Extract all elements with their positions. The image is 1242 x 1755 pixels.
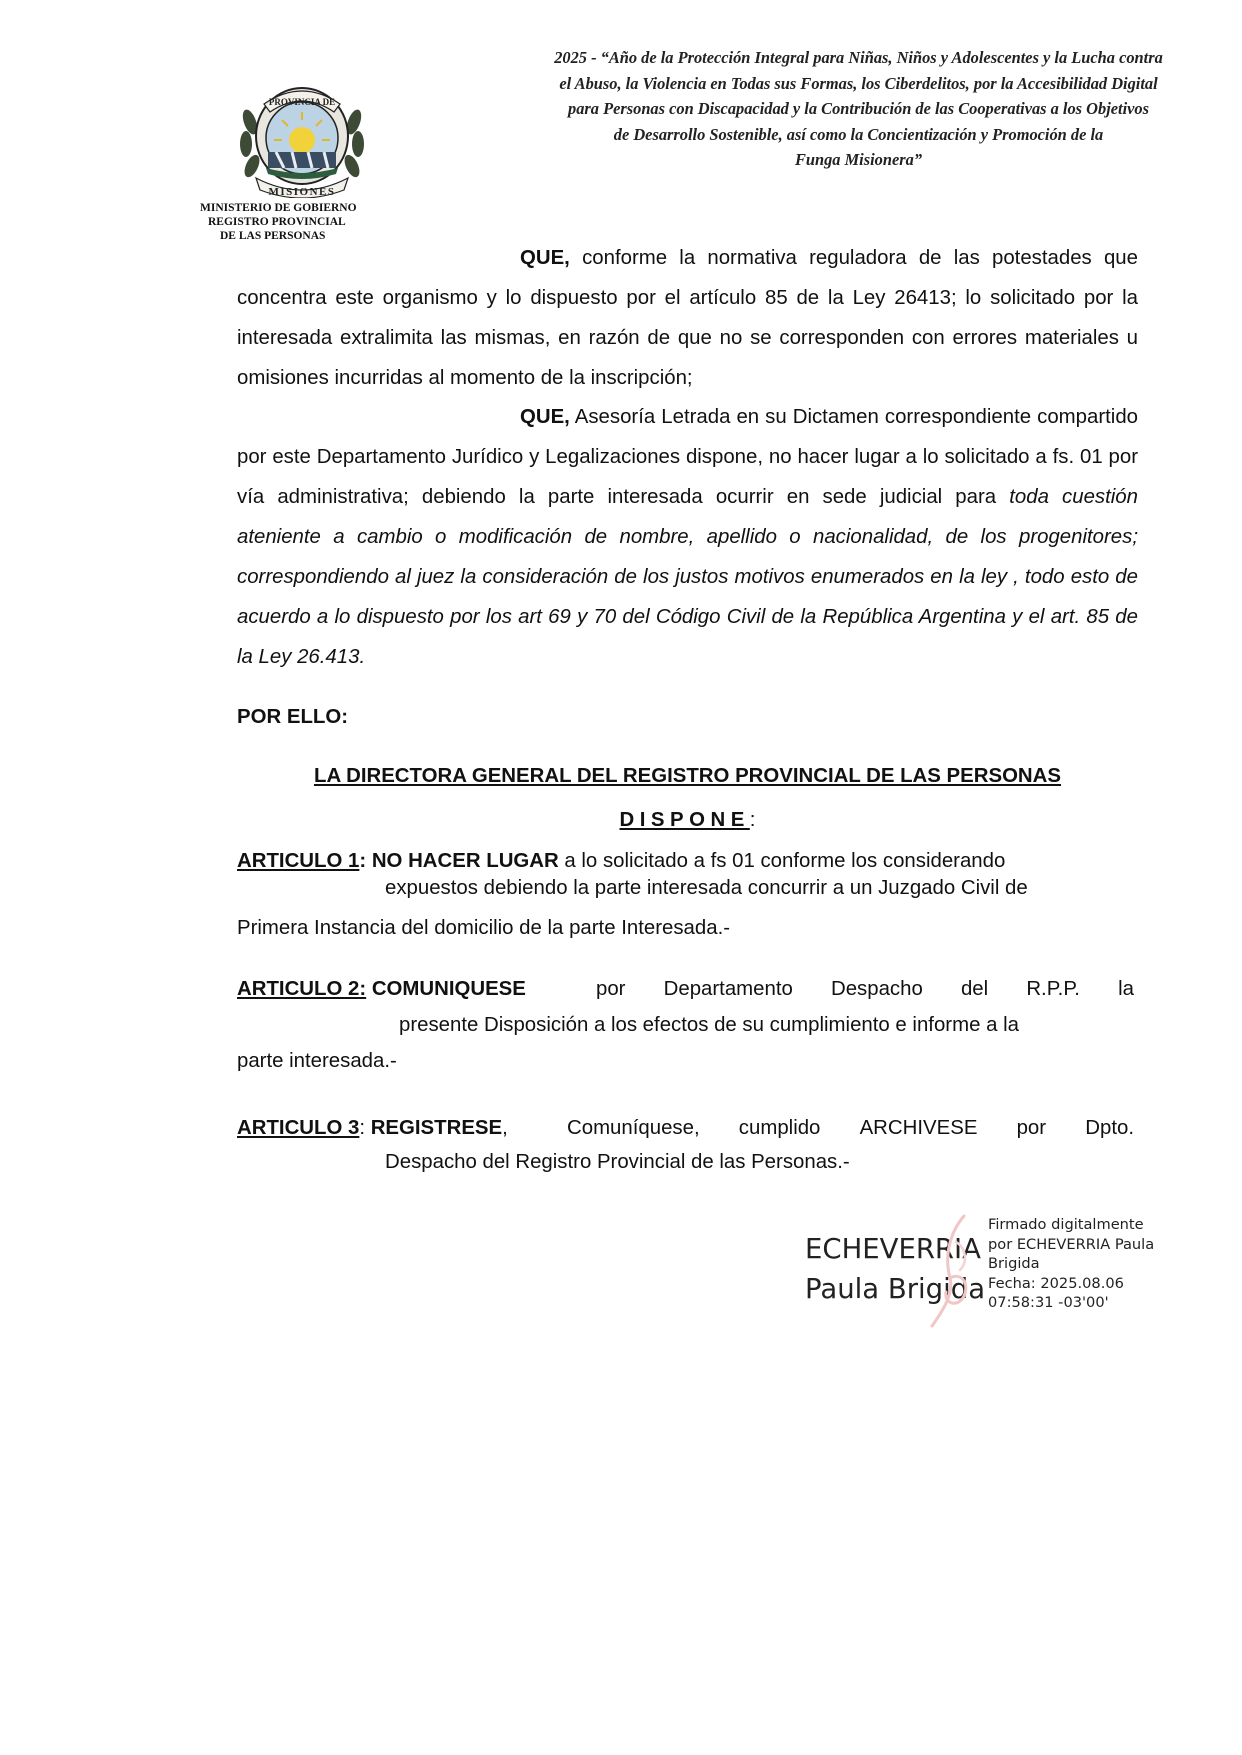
- seal-top-text: PROVINCIA DE: [268, 97, 336, 107]
- que-lead-2: QUE,: [520, 406, 570, 428]
- motto-line-4: de Desarrollo Sostenible, así como la Concientización y Promoción de la: [613, 124, 1104, 144]
- signature-meta-line-2: por ECHEVERRIA Paula: [988, 1235, 1155, 1253]
- signature-meta-line-1: Firmado digitalmente: [988, 1216, 1144, 1233]
- articulo-2-line-1-words: [596, 978, 1134, 1001]
- year-motto: [486, 45, 1231, 173]
- articulo-3-line-2: Despacho del Registro Provincial de las Personas.-: [385, 1151, 850, 1173]
- articulo-1-bold: NO HACER LUGAR: [366, 850, 559, 872]
- que-lead-1: QUE,: [520, 247, 570, 269]
- articulo-2-line-2: presente Disposición a los efectos de su cumplimiento e informe a la: [399, 1014, 1019, 1036]
- signature-meta-line-5: 07:58:31 -03'00': [988, 1294, 1109, 1311]
- motto-line-3: para Personas con Discapacidad y la Contribución de las Cooperativas a los Objetivos: [568, 99, 1149, 118]
- directora-heading: LA DIRECTORA GENERAL DEL REGISTRO PROVINCIAL DE LAS PERSONAS: [314, 765, 1061, 787]
- ministry-line-2: REGISTRO PROVINCIAL: [208, 216, 346, 228]
- articulo-3-word: Dpto.: [1085, 1117, 1134, 1139]
- articulo-3-word: cumplido: [738, 1117, 821, 1139]
- considerando-text-2: Asesoría Letrada en su Dictamen correspondiente compartido por este Departamento Jurídico y Legalizaciones dispone, no hacer lugar a lo solicitado a fs. 01 por vía administrativa; debiendo la parte interesada ocurrir en sede judicial para: [237, 406, 1138, 508]
- articulo-3-word: ARCHIVESE: [859, 1117, 978, 1139]
- articulo-2-line-3: parte interesada.-: [237, 1050, 397, 1072]
- articulo-3-word: por: [1016, 1117, 1047, 1139]
- articulo-2-word: Departamento: [663, 978, 793, 1000]
- considerando-italic-2: toda cuestión ateniente a cambio o modificación de nombre, apellido o nacionalidad, de los progenitores; correspondiendo al juez la consideración de los justos motivos enumerados en la ley , todo esto de acuerdo a lo dispuesto por los art 69 y 70 del Código Civil de la República Argentina y el art. 85 de la Ley 26.413.: [237, 486, 1138, 668]
- articulo-2-word: por: [596, 978, 626, 1000]
- articulo-2-label: ARTICULO 2:: [237, 978, 367, 1000]
- considerando-paragraph-2: [237, 397, 1138, 677]
- signature-meta-line-3: Brigida: [988, 1255, 1040, 1272]
- provincia-misiones-seal-logo: [236, 82, 368, 198]
- seal-bottom-text: MISIONES: [268, 186, 336, 198]
- motto-line-2: el Abuso, la Violencia en Todas sus Formas, los Ciberdelitos, por la Accesibilidad Digital: [559, 73, 1158, 93]
- signer-name-line-2: Paula Brigida: [805, 1273, 986, 1305]
- articulo-2-word: Despacho: [830, 978, 923, 1000]
- motto-line-5: Funga Misionera”: [794, 150, 923, 169]
- considerando-text-1: conforme la normativa reguladora de las potestades que concentra este organismo y lo dispuesto por el artículo 85 de la Ley 26413; lo solicitado por la interesada extralimita las mismas, en razón de que no se corresponden con errores materiales u omisiones incurridas al momento de la inscripción;: [237, 247, 1138, 389]
- articulo-1-label: ARTICULO 1: [237, 850, 360, 872]
- articulo-2-bold: COMUNIQUESE: [371, 978, 526, 1000]
- considerando-paragraph-1: [237, 238, 1138, 398]
- articulo-3-word: Comuníquese,: [567, 1117, 700, 1139]
- signature-scribble-graphic: [920, 1212, 980, 1330]
- signature-meta-line-4: Fecha: 2025.08.06: [988, 1274, 1124, 1292]
- articulo-1-line-1: [237, 850, 1005, 873]
- ministry-line-3: DE LAS PERSONAS: [220, 230, 326, 242]
- ministry-name: [200, 201, 400, 243]
- articulo-1-line-3: Primera Instancia del domicilio de la parte Interesada.-: [237, 917, 731, 939]
- articulo-3-line-1-words: [567, 1117, 1134, 1140]
- articulo-1-text-1: a lo solicitado a fs 01 conforme los considerando: [558, 850, 1006, 872]
- articulo-2-label-group: [237, 978, 526, 1001]
- dispone-heading: [237, 809, 1138, 832]
- articulo-2-word: del: [960, 978, 989, 1000]
- por-ello-heading: POR ELLO:: [237, 706, 349, 728]
- dispone-word: DISPONE: [619, 809, 750, 831]
- articulo-1-colon: :: [359, 850, 367, 872]
- dispone-colon: :: [749, 809, 756, 831]
- articulo-3-colon: :: [359, 1117, 366, 1139]
- ministry-line-1: MINISTERIO DE GOBIERNO: [200, 202, 357, 214]
- articulo-2-word: R.P.P.: [1026, 978, 1080, 1000]
- articulo-3-bold: REGISTRESE: [370, 1117, 503, 1139]
- signer-name-line-1: ECHEVERRIA: [805, 1233, 981, 1265]
- articulo-1-line-2: expuestos debiendo la parte interesada concurrir a un Juzgado Civil de: [385, 877, 1028, 899]
- articulo-2-word: la: [1118, 978, 1134, 1000]
- digital-signature-details: [988, 1215, 1154, 1313]
- motto-line-1: 2025 - “Año de la Protección Integral para Niñas, Niños y Adolescentes y la Lucha contra: [554, 48, 1163, 67]
- articulo-3-label-group: ARTICULO 3: REGISTRESE,: [237, 1117, 508, 1139]
- articulo-3-label: ARTICULO 3: [237, 1117, 360, 1139]
